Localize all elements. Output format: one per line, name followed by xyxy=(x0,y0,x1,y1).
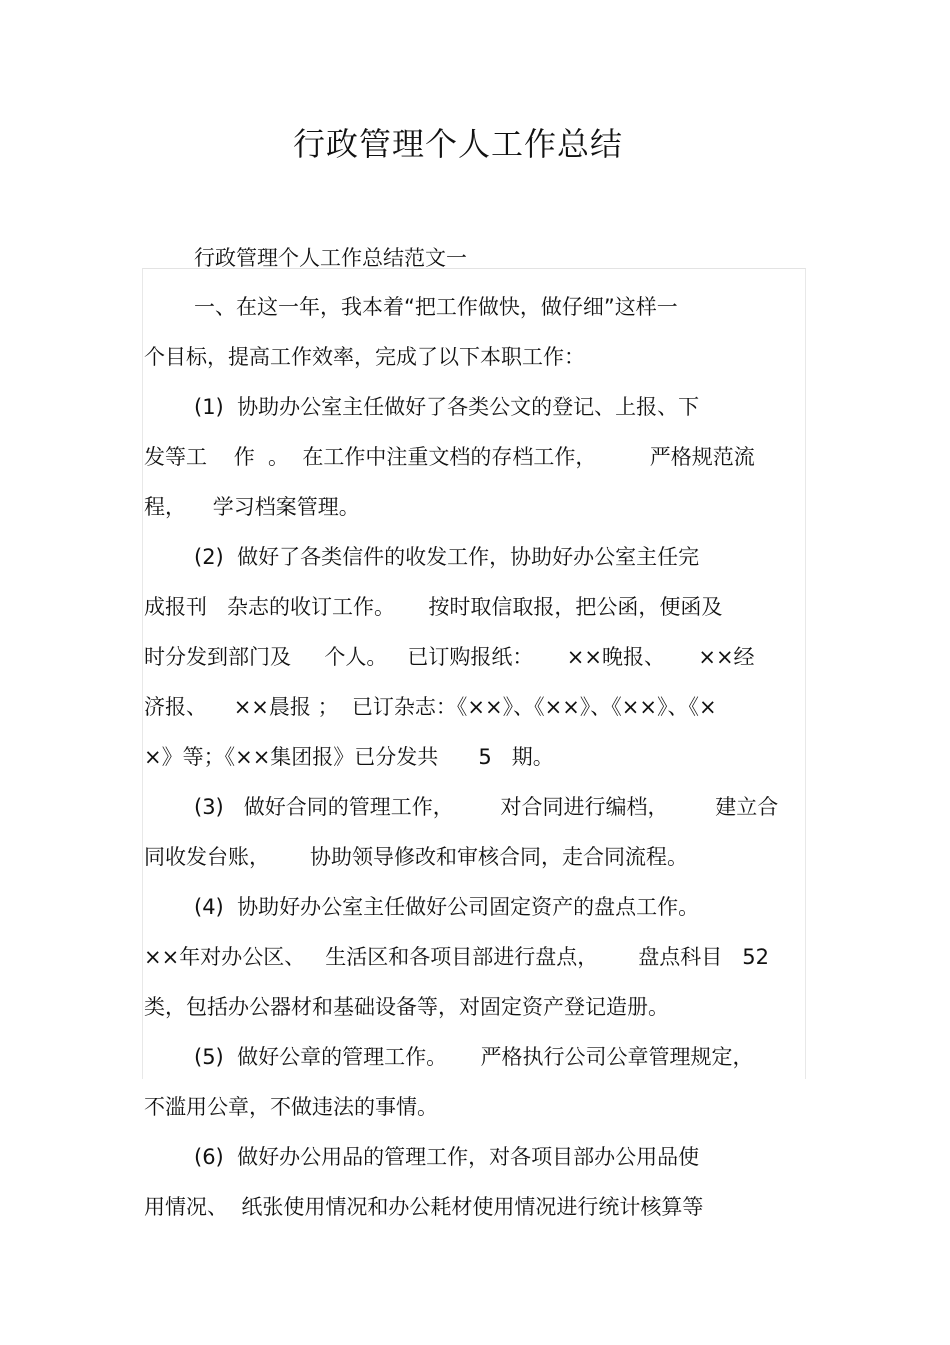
section-heading: 行政管理个人工作总结范文一 xyxy=(194,246,467,270)
paragraph-line: 用情况、 纸张使用情况和办公耗材使用情况进行统计核算等 xyxy=(144,1195,704,1219)
paragraph-line: (1) 协助办公室主任做好了各类公文的登记、上报、下 xyxy=(194,395,700,419)
paragraph-line: (4) 协助好办公室主任做好公司固定资产的盘点工作。 xyxy=(194,895,700,919)
paragraph-line: 个目标，提高工作效率，完成了以下本职工作： xyxy=(144,345,585,369)
paragraph-line: 济报、 ××晨报 ； 已订杂志：《××》、《××》、《××》、《× xyxy=(144,695,717,719)
paragraph-line: 程， 学习档案管理。 xyxy=(144,495,360,519)
paragraph-line: (6) 做好办公用品的管理工作，对各项目部办公用品使 xyxy=(194,1145,700,1169)
paragraph-line: ×》等；《××集团报》已分发共 5 期。 xyxy=(144,745,554,769)
paragraph-line: 成报刊 杂志的收订工作。 按时取信取报，把公函，便函及 xyxy=(144,595,723,619)
paragraph-line: 不滥用公章，不做违法的事情。 xyxy=(144,1095,438,1119)
paragraph-line: 时分发到部门及 个人。 已订购报纸： ××晚报、 ××经 xyxy=(144,645,755,669)
paragraph-line: 发等工 作 。 在工作中注重文档的存档工作， 严格规范流 xyxy=(144,445,755,469)
paragraph-line: 同收发台账， 协助领导修改和审核合同，走合同流程。 xyxy=(144,845,689,869)
paragraph-line: 一、在这一年，我本着“把工作做快，做仔细”这样一 xyxy=(194,295,678,319)
paragraph-line: (2) 做好了各类信件的收发工作，协助好办公室主任完 xyxy=(194,545,700,569)
document-title: 行政管理个人工作总结 xyxy=(292,125,623,163)
paragraph-line: ××年对办公区、 生活区和各项目部进行盘点， 盘点科目 52 xyxy=(144,945,770,969)
paragraph-line: (3) 做好合同的管理工作， 对合同进行编档， 建立合 xyxy=(194,795,779,819)
paragraph-line: 类，包括办公器材和基础设备等，对固定资产登记造册。 xyxy=(144,995,669,1019)
paragraph-line: (5) 做好公章的管理工作。 严格执行公司公章管理规定， xyxy=(194,1045,754,1069)
